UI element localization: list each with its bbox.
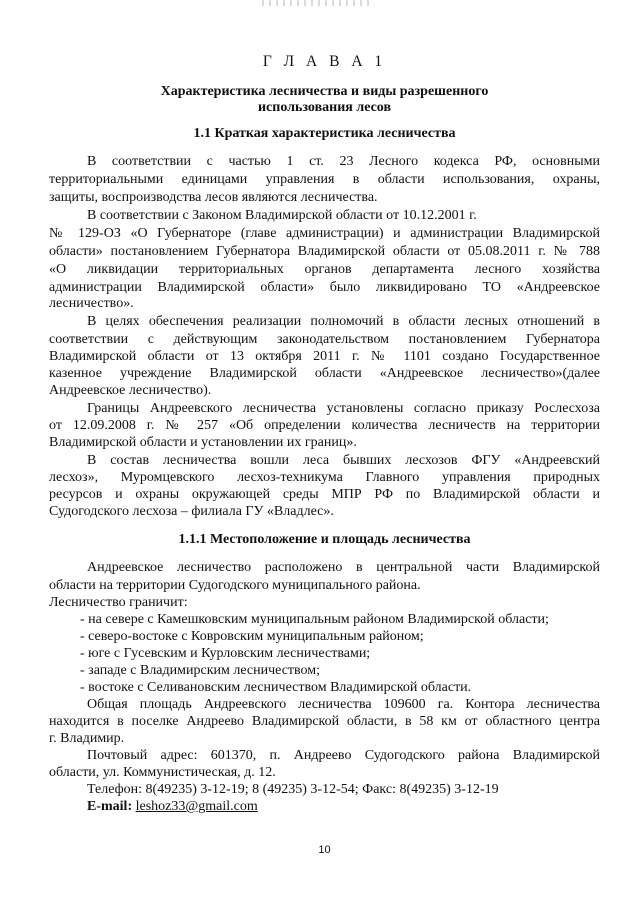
text-line: защиты, воспроизводства лесов являются лесничества. xyxy=(49,190,378,205)
text-line: области» постановлением Губернатора Владимирской области от 05.08.2011 г. № 788 xyxy=(49,244,600,259)
text-line: находится в поселке Андреево Владимирской области, в 58 км от областного центра xyxy=(49,714,600,729)
text-line: № 129-ОЗ «О Губернаторе (главе администрации) и администрации Владимирской xyxy=(49,226,600,241)
text-line: Судогодского лесхоза – филиала ГУ «Владлес». xyxy=(49,504,334,519)
text-line: Владимирской области и установлении их границ». xyxy=(49,435,357,450)
list-item: - на севере с Камешковским муниципальным районом Владимирской области; xyxy=(80,612,549,627)
scan-artifact xyxy=(262,0,372,6)
text-line: В целях обеспечения реализации полномочий в области лесных отношений в xyxy=(87,314,600,329)
text-line: ресурсов и охраны окружающей среды МПР РФ по Владимирской области и xyxy=(49,487,600,502)
text-line: лесничество». xyxy=(49,296,134,311)
text-line: области, ул. Коммунистическая, д. 12. xyxy=(49,765,276,780)
chapter-title: Г Л А В А 1 xyxy=(262,53,387,70)
text-line: соответствии с действующим законодательством постановлением Губернатора xyxy=(49,332,600,347)
list-item: - западе с Владимирским лесничеством; xyxy=(80,663,321,678)
chapter-subtitle-line: Характеристика лесничества и виды разрешенного xyxy=(160,84,489,99)
text-line: Андреевское лесничество расположено в центральной части Владимирской xyxy=(87,560,600,575)
text-line: Владимирской области от 13 октября 2011 г. № 1101 создано Государственное xyxy=(49,349,600,364)
text-line: от 12.09.2008 г. № 257 «Об определении количества лесничеств на территории xyxy=(49,418,600,433)
list-item: - юге с Гусевским и Курловским лесничествами; xyxy=(80,646,371,661)
email-label: E-mail: xyxy=(87,799,133,814)
text-line: Андреевское лесничество). xyxy=(49,383,212,398)
text-line: В соответствии с Законом Владимирской области от 10.12.2001 г. xyxy=(87,208,477,223)
text-line: «О ликвидации территориальных органов департамента лесного хозяйства xyxy=(49,262,600,277)
list-item: - востоке с Селивановским лесничеством Владимирской области. xyxy=(80,680,472,695)
chapter-subtitle-line: использования лесов xyxy=(257,100,392,115)
email-link[interactable]: leshoz33@gmail.com xyxy=(135,799,258,814)
text-line: Общая площадь Андреевского лесничества 109600 га. Контора лесничества xyxy=(87,697,600,712)
text-line: лесхоз», Муромцевского лесхоз-техникума Главного управления природных xyxy=(49,470,600,485)
text-line: области на территории Судогодского муниципального района. xyxy=(49,578,421,593)
text-line: В состав лесничества вошли леса бывших лесхозов ФГУ «Андреевский xyxy=(87,453,600,468)
text-line: Лесничество граничит: xyxy=(49,595,188,610)
email-line xyxy=(87,799,638,815)
text-line: г. Владимир. xyxy=(49,731,125,746)
text-line: территориальными единицами управления в области использования, охраны, xyxy=(49,172,600,187)
text-line: казенное учреждение Владимирской области «Андреевское лесничество»(далее xyxy=(49,366,600,381)
text-line: В соответствии с частью 1 ст. 23 Лесного кодекса РФ, основными xyxy=(87,154,600,169)
phone-line: Телефон: 8(49235) 3-12-19; 8 (49235) 3-12-54; Факс: 8(49235) 3-12-19 xyxy=(87,782,499,797)
text-line: Границы Андреевского лесничества установлены согласно приказу Рослесхоза xyxy=(87,401,600,416)
subsection-title: 1.1.1 Местоположение и площадь лесничества xyxy=(178,532,471,547)
text-line: Почтовый адрес: 601370, п. Андреево Судогодского района Владимирской xyxy=(87,748,600,763)
page-number: 10 xyxy=(318,844,331,856)
list-item: - северо-востоке с Ковровским муниципальным районом; xyxy=(80,629,424,644)
text-line: администрации Владимирской области» было ликвидировано ТО «Андреевское xyxy=(49,280,600,295)
section-title: 1.1 Краткая характеристика лесничества xyxy=(193,126,456,141)
